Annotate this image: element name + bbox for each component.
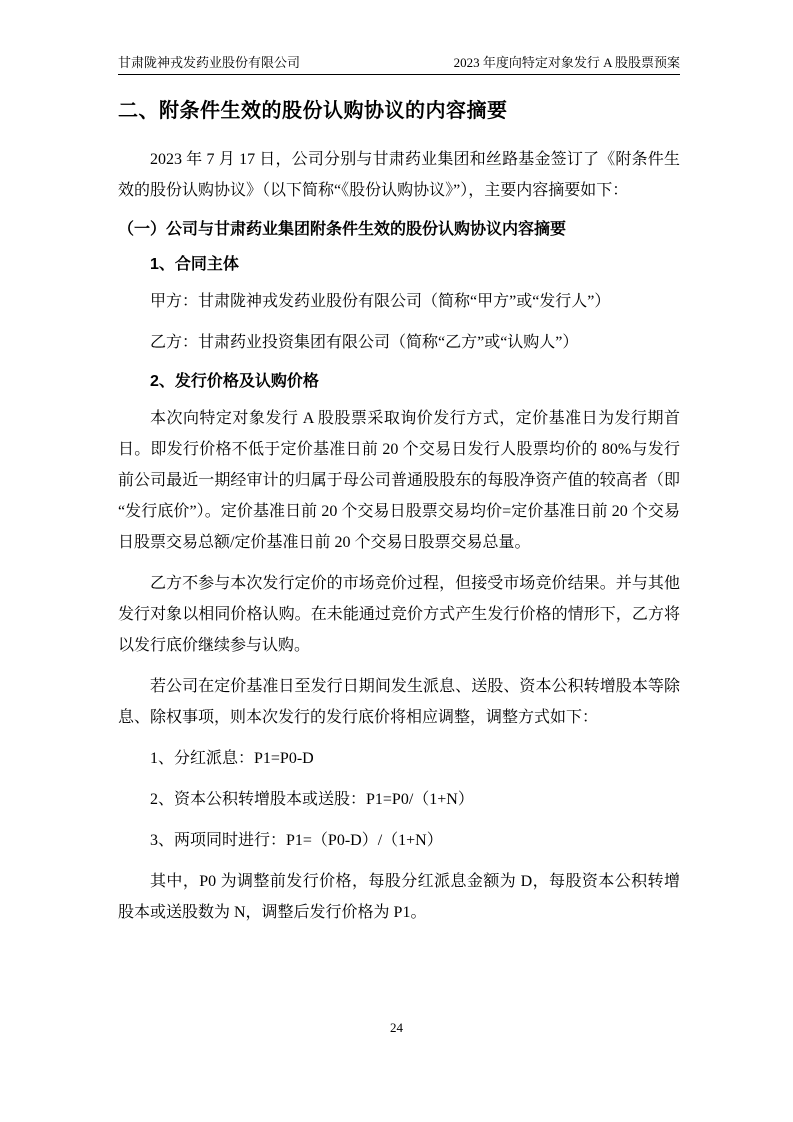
paragraph-party-b: 乙方：甘肃药业投资集团有限公司（简称“乙方”或“认购人”） <box>150 334 579 351</box>
paragraph-party-b-bidding: 乙方不参与本次发行定价的市场竞价过程，但接受市场竞价结果。并与其他发行对象以相同价格认购。在未能通过竞价方式产生发行价格的情形下，乙方将以发行底价继续参与认购。 <box>118 575 680 654</box>
heading-issue-price: 2、发行价格及认购价格 <box>150 373 319 390</box>
formula-capitalization: 2、资本公积转增股本或送股：P1=P0/（1+N） <box>150 791 474 808</box>
formula-dividend: 1、分红派息：P1=P0-D <box>150 750 314 767</box>
document-body <box>118 90 680 928</box>
paragraph-formula-definitions: 其中，P0 为调整前发行价格，每股分红派息金额为 D，每股资本公积转增股本或送股数为 N，调整后发行价格为 P1。 <box>118 873 680 921</box>
formula-combined: 3、两项同时进行：P1=（P0-D）/（1+N） <box>150 832 443 849</box>
page-number: 24 <box>390 1020 403 1035</box>
paragraph-pricing-method: 本次向特定对象发行 A 股股票采取询价发行方式，定价基准日为发行期首日。即发行价格不低于定价基准日前 20 个交易日发行人股票均价的 80%与发行前公司最近一期经审计的归属于母公司普通股股东的每股净资产值的较高者（即“发行底价”）。定价基准日前 20 个交易日股票交易均价=定价基准日前 20 个交易日股票交易总额/定价基准日前 20 个交易日股票交易总量。 <box>118 410 680 551</box>
page-header <box>118 54 680 75</box>
heading-contract-parties: 1、合同主体 <box>150 256 239 273</box>
header-company-name: 甘肃陇神戎发药业股份有限公司 <box>118 55 301 70</box>
page-footer <box>0 1020 793 1036</box>
subsection-heading-agreement-summary: （一）公司与甘肃药业集团附条件生效的股份认购协议内容摘要 <box>118 221 567 238</box>
paragraph-price-adjustment-intro: 若公司在定价基准日至发行日期间发生派息、送股、资本公积转增股本等除息、除权事项，则本次发行的发行底价将相应调整，调整方式如下： <box>118 678 680 726</box>
header-doc-title: 2023 年度向特定对象发行 A 股股票预案 <box>453 55 680 70</box>
section-title: 二、附条件生效的股份认购协议的内容摘要 <box>118 100 508 122</box>
paragraph-party-a: 甲方：甘肃陇神戎发药业股份有限公司（简称“甲方”或“发行人”） <box>150 293 611 310</box>
paragraph-intro: 2023 年 7 月 17 日，公司分别与甘肃药业集团和丝路基金签订了《附条件生效的股份认购协议》（以下简称“《股份认购协议》”），主要内容摘要如下： <box>118 151 680 199</box>
